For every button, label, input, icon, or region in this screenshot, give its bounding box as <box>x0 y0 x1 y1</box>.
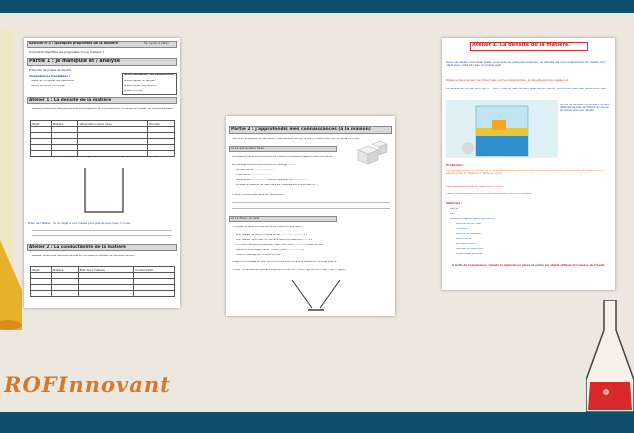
column-header: Matière <box>51 121 78 127</box>
atelier1-title: Atelier 1 : La densité de la matière <box>29 98 112 102</box>
results-table-1 <box>30 120 175 157</box>
observe-paragraph: Observe dans le cas d'un litre d'eau ou d'un kilogramme : la densité est donc égale à 1. <box>446 79 570 82</box>
footer-instruction: À la fin de l'expérience, remets le matériel en place et sèche les objets utilisés et l'espace de travail. <box>451 264 606 267</box>
column-header: Observation dans l'eau <box>78 121 148 127</box>
evaluation-line: Je sais utiliser une balance <box>124 85 156 87</box>
column-header: Objet <box>31 121 52 127</box>
atelier-title: Atelier 1. La densité de la matière. <box>472 43 571 48</box>
sheet1-level: 5e Cycle 4 (dév) <box>144 42 169 45</box>
material-item: Autres objets proposés <box>456 253 483 255</box>
question-2: Trouve d'autres exemples de dissolutions : <box>232 194 286 196</box>
competences-label: Compétences travaillées : <box>29 75 70 78</box>
material-item: Bouchon de vin, maïs <box>456 223 481 225</box>
material-item: Trombone <box>456 228 468 230</box>
part2-intro: Visionne l'ensemble de l'animation disponible en lien sur le site ou Cluse Lumni et complète ce Fiche : <box>232 138 360 140</box>
sugar-cubes-image <box>354 140 388 166</box>
competence-2: Suivre et suivre un moyen <box>31 85 66 87</box>
worksheet-activity-5 <box>24 38 180 308</box>
top-bar <box>0 0 634 13</box>
density-paragraph: La densité de l'air est de 1.2g/cm³ ; pour l'huile et l'eau ce que l'objet est au même, moins lourd que l'eau flotte dans l'eau. <box>446 88 607 90</box>
material-item: Bouchon en plastique <box>456 233 481 235</box>
density-tower-image <box>446 100 558 158</box>
instruction-1: Réalise l'ensemble des expériences proposées sur la fiche-atelier et complète le tableau de résultats suivant : <box>32 108 176 110</box>
section1-title: 1) Le sucre dans l'eau <box>231 147 264 150</box>
sheet1-title: Activité n°5 : Quelques propriétés de la matière <box>29 42 119 45</box>
intro-paragraph: Dans cet atelier vous allez tester la densité de quelques matières. La densité est une comparaison de masse d'un objet avec celle de l'eau du même égal. <box>446 61 606 68</box>
evaluation-line: Je sais réaliser un tableau <box>124 80 155 82</box>
question-3-line: Mettre à l'autre étape, verse l'huile et le sel .................. 1 L <box>236 249 305 251</box>
section2-title: 2) Le Fenu, un sels <box>231 217 260 220</box>
material-item: Morceau de caoutchouc <box>456 248 484 250</box>
question-1: Complète le texte à trous suivant à l'aide du vocabulaire appris dans l'animation : <box>232 156 335 158</box>
bottom-bar <box>0 412 634 433</box>
bilan-text: Bilan de l'atelier : Si un objet a une masse plus grande que l'eau, il coule, <box>28 222 132 225</box>
column-header: État de la matière <box>78 267 134 273</box>
brand-logo: ROFInnovant <box>4 372 171 397</box>
question-4: Imagine à une tasse en jolie verre à la dose pour en faire la densité et constate avec le <box>232 261 337 263</box>
worksheet-part-2 <box>226 116 395 316</box>
question-1-line: Le sucre se ...................... dans le liquide et de ................... <box>236 179 308 181</box>
question-1-line: L'eau est le .......................... <box>236 174 271 176</box>
part1-title: Partie 1 : je manipule et / analyse <box>29 59 121 64</box>
column-header: Matière <box>51 267 78 273</box>
question-1-line: Lorsque la capacité de l'eau dans son mélange est trop sucrée, le .... <box>236 184 319 186</box>
question-1-line: Le mélange d'eau et de sucre est un mélange ............ <box>232 164 297 166</box>
question-3-line: Pour réaliser du Fenu, on utilise du sel ............................... 1 L <box>236 234 308 236</box>
competence-1: Tester et comparer les débutants <box>31 80 74 82</box>
material-item: Eau <box>450 213 455 215</box>
question-3-line: Et l'huile n'est pas miscible avec l'eau, il se forme .............. à cette de l'eau <box>236 244 323 246</box>
material-item: Différents objets à tester (au choix 6) : <box>450 218 497 220</box>
column-header: Objet <box>31 267 52 273</box>
material-item: Morceau de bois <box>456 243 475 245</box>
column-header: Densité <box>147 121 174 127</box>
material-item: Bécher <box>450 208 459 210</box>
evaluation-line: Je sais conclure <box>124 90 143 92</box>
question-1-line: Le sucre est le .......................... <box>236 169 274 171</box>
column-header: Conductivité <box>134 267 175 273</box>
atelier2-title: Atelier 2 : La conductibilité de la matière <box>29 245 126 249</box>
protocol-label: Protocole : <box>446 164 465 167</box>
instruction-3: Réalise l'ensemble des expériences et complète le tableau de résultats suivant <box>32 255 135 257</box>
protocol-label: Protocole de masse de liquide <box>29 69 71 72</box>
figure-caption: La tour de densités. Ce récipient contient différents liquides qui flottent les uns sur les autres selon leur densité. <box>560 104 610 112</box>
protocol-step-1: Fais l'expérience avec à l'objet de ton choix. <box>446 186 504 188</box>
glass-drawing <box>286 278 346 314</box>
worksheet-atelier-1 <box>442 38 615 290</box>
flask-right-decoration <box>586 300 634 412</box>
results-table-2 <box>30 266 175 297</box>
beaker-drawing <box>79 166 129 216</box>
question-3-line: L'eau ce mélange est complet au final. <box>236 254 281 256</box>
question-3: Complète le texte à trous suivant à l'aide de l'animation : <box>232 226 304 228</box>
evaluation-box-title: Grille évaluation des compétences <box>124 74 175 76</box>
protocol-step-2: Détermine l'expérience et note tes résultats sur ta fiche d'activité. <box>446 193 533 195</box>
bonus-note: A noter : la densité des liquides s'organise comme ceci : Sirop > Jus de fruit > eau > eau > glaçon <box>232 269 346 271</box>
sheet1-problem: Comment identifier les propriétés d'une matière ? <box>29 51 105 54</box>
material-item: Bille en verre <box>456 238 472 240</box>
material-label: Matériel : <box>446 202 463 205</box>
question-3-line: Pour réaliser dans l'eau, on doit faire dans une dissolution ...... 2 L <box>236 239 312 241</box>
flask-left-decoration <box>0 30 24 330</box>
instruction-2: Complète le schéma en représentant un objet coule au fond et un objet qui flotte en surface dans <box>32 156 160 158</box>
part2-title: Partie 2 : j'approfondis mes connaissances (à la maison) <box>231 127 371 132</box>
protocol-text: Afin de déterminer la densité de différentes matières, réalise le test de densité en plaçant délicatement un objet dans un bécher d'eau et observe s'il flotte ou coule. <box>446 170 604 175</box>
